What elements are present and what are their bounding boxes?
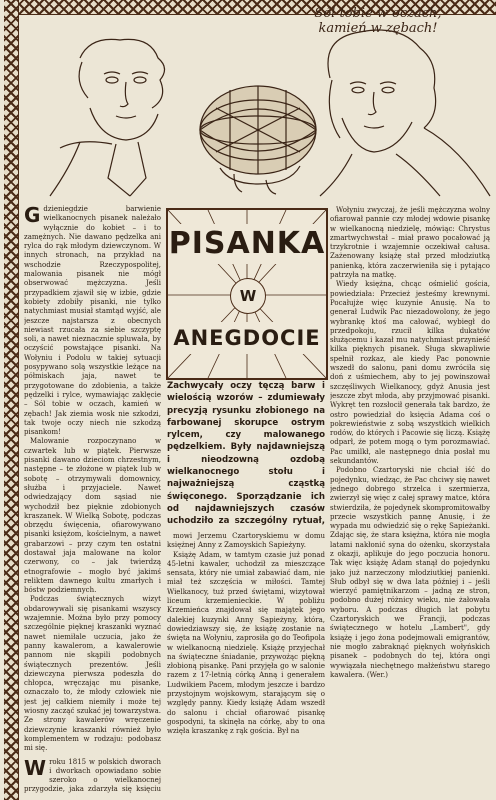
paragraph: Książę Adam, w tamtym czasie już ponad 45-letni kawaler, uchodził za mieszczące sensata, który nie umiał zabawiać dam, nie miał też szczęścia w miłości. Tamtej Wielkanocy, tuż przed świętami, wizytował liceum krzemienieckie. W pobliżu Krzemieńca znajdował się majątek jego dalekiej kuzynki Anny Sapieżyny, która, dowiedziawszy się, że książę zostanie na święta na Wołyniu, zaprosiła go do Teofipola w wielkanocną niedzielę. Książę przyjechał na świąteczne śniadanie, przywożąc piękną złobioną pisankę. Pani przyjęła go w salonie razem z 17-letnią córką Anną i generałem Ludwikiem Pacem, młodym jeszcze i bardzo przystojnym wojskowym, starającym się o względy panny. Kiedy książę Adam wszedł do salonu i chciał ofiarować pisankę gospodyni, ta skinęła na córkę, aby to ona wzięła kraszankę z rąk gościa. Był na	[167, 550, 325, 736]
woman-portrait	[320, 30, 490, 196]
title-box	[166, 208, 328, 380]
paragraph: dzieniegdzie barwienie wielkanocnych pisanek należało wyłącznie do kobiet – i to zamężnych. Nie dawano pędzelka ani rylca do rąk młodym dziewczynom. W innych stronach, na przykład na wschodzie Rzeczypospolitej, malowania pisanek nie mógł obserwować mężczyzna. Jeśli przypadkiem zjawił się w izbie, gdzie kobiety zdobiły pisanki, nie tylko natychmiast musiał stamtąd wyjść, ale jeszcze najstarsza z obecnych niewiast rzucała za siebie szczyptę soli, a nawet nieznacznie spluwała, by oczyścić powstające pisanki. Na Wołyniu i Podolu w takiej sytuacji posypywano solą wszystkie leżące na półmiskach jaja, nawet te przygotowane do zdobienia, a także pędzelki i rylce, wymawiając zaklęcie – Sól tobie w oczach, kamień w zębach! Jak ziemia wosk nie szkodzi, tak twoje oczy niech nie szkodzą pisankom!	[24, 205, 161, 437]
paragraph: mowi Jerzemu Czartoryskiemu w domu księżnej Anny z Zamoyskich Sapieżyny.	[167, 532, 325, 550]
title-connector: W	[230, 278, 266, 314]
paragraph: Wiedy księżna, chcąc ośmielić gościa, powiedziała: Przecież jesteśmy krewnymi. Pocałujże więc kuzynie Anusię. Na to generał Ludwik Pac niezadowolony, że jego wybrankę ktoś ma całować, wybiegł do przedpokoju, rzucił kilka dukatów służącemu i kazał mu natychmiast przynieść kilka pięknych pisanek. Sługa skwapliwie spełnił rozkaz, ale kiedy Pac ponownie wszedł do salonu, pani domu zwróciła się doń z uśmiechem, aby to jej powinszował szczęśliwych Wielkanocy, gdyż Anusia jest jeszcze zbyt młoda, aby przyjmować pisanki. Wykręt ten rozsłocił generała tak bardzo, że ostro powiedział do księcia Adama coś o pokrewieństwie z sobą wszystkich wielkich rodów, do których i Pacowie się liczą. Książę odparł, że potem mogą o tym porozmawiać. Pac umilkł, ale następnego dnia posłał mu sekundantów.	[330, 280, 490, 466]
title: PISANKA	[168, 226, 326, 261]
motto-line-2: kamień w zębach!	[318, 21, 438, 36]
column-right	[330, 206, 490, 796]
easter-egg	[200, 86, 316, 174]
motto-line-1: Sól tobie w oczach,	[314, 6, 442, 21]
paragraph: Malowanie rozpoczynano w czwartek lub w piątek. Pierwsze pisanki dawano dzieciom chrzestnym, następne – te złożone w piątek lub w sobotę – otrzymywali domownicy, służba i przyjaciele. Nawet odwiedzający dom sąsiad nie wychodził bez pięknie zdobionych kraszanek. W Wielką Sobotę, podczas obrzędu święcenia, ofiarowywano pisanki księżom, kościelnym, a nawet grabarzowi – przy czym ten ostatni dostawał jaja malowane na kolor czerwony, co – jak twierdzą etnografowie – mogło być jakimś reliktem dawnego kultu zmarłych i bóstw podziemnych.	[24, 437, 161, 595]
dropcap: W	[24, 755, 47, 780]
paragraph: Podczas świątecznych wizyt obdarowywali się pisankami wszyscy wzajemnie. Można było przy pomocy szczególnie pięknej kraszanki wyznać nawet niemiłale uczucia, jako że panny kawalerom, a kawalerowie pannom nie skąpili podobnych świątecznych prezentów. Jeśli dziewczyna pierwsza podeszła do chłopca, wręczając mu pisanke, oznaczało to, że młody człowiek nie jest jej całkiem niemiły i może tej wiosny zacząć szukać jej towarzystwa. Ze strony kawalerów wręczenie dziewczynie kraszanki również było komplementem w rodzaju: podobasz mi się.	[24, 595, 161, 753]
man-portrait	[50, 39, 165, 196]
paragraph: roku 1815 w polskich dworach i dworkach opowiadano sobie szeroko o wielkanocnej przygodzie, jaka zdarzyła się księciu	[24, 757, 161, 794]
lead-paragraph	[167, 380, 325, 526]
decorative-border-left	[4, 0, 19, 800]
lead-text-a: Zachwycały oczy tęczą barw i wielością wzorów – zdumiewały precyzją rysunku złobionego na farbowanej skorupce ostrym rylcem, czy malowanego pędzelkiem. Były najdawniejszą i nieodzowną ozdobą wielkanocnego stołu i najważniejszą cząstką święconego.	[167, 381, 325, 502]
column-left	[24, 205, 161, 795]
column-middle	[167, 532, 325, 796]
paragraph: Wołyniu zwyczaj, że jeśli mężczyzna wolny ofiarował pannie czy młodej wdowie pisankę w wielkanocną niedzielę, mówiąc: Chrystus zmartwychwstał – miał prawo pocałować ją trzykrotnie i wzajemnie oczekiwał całusa. Zażenowany książę stał przed młodziutką panienką, która zaczerwieniła się i pytająco patrzyła na matkę.	[330, 206, 490, 280]
paragraph: Podobno Czartoryski nie chciał iść do pojedynku, wiedząc, że Pac chciwy się nawet jednego dobrego strzelca i szermierza, zwierzył się więc z całej sprawy matce, która stwierdziła, że pojedynek skompromitowałby przecie wszystkich pannę Anusię, i że wypada mu odwiedzić się o rękę Sapieżanki. Zdając się, że stara księżna, która nie mogła latami nakłonić syna do ożenku, skorzystała z okazji, aplikuje do jego poczucia honoru. Tak więc książę Adam stanął do pojedynku jako już narzeczony młodziutkiej panienki. Słub odbył się w dwa lata później i – jeśli wierzyć pamiętnikarzom – jadną ze stron, podobno dużej różnicy wieku, nie żałowała wyboru. A podczas długich lat pobytu Czartoryskich we Francji, podczas świątecznego w hotelu „Lambert", gdy książę i jego żona podejmowali emigrantów, nie mogło zabraknąć pięknych wołyńskich pisanek – podobnych do tej, która ongi wywiązała niechętnego małżeństwu starego kawalera. (Wer.)	[330, 466, 490, 679]
subtitle: ANEGDOCIE	[173, 326, 321, 350]
lead-text-b: Sporządzanie ich od najdawniejszych czasów uchodziło za szczególny rytuał,	[167, 491, 325, 526]
dropcap: G	[24, 205, 41, 227]
illustration	[20, 18, 496, 198]
